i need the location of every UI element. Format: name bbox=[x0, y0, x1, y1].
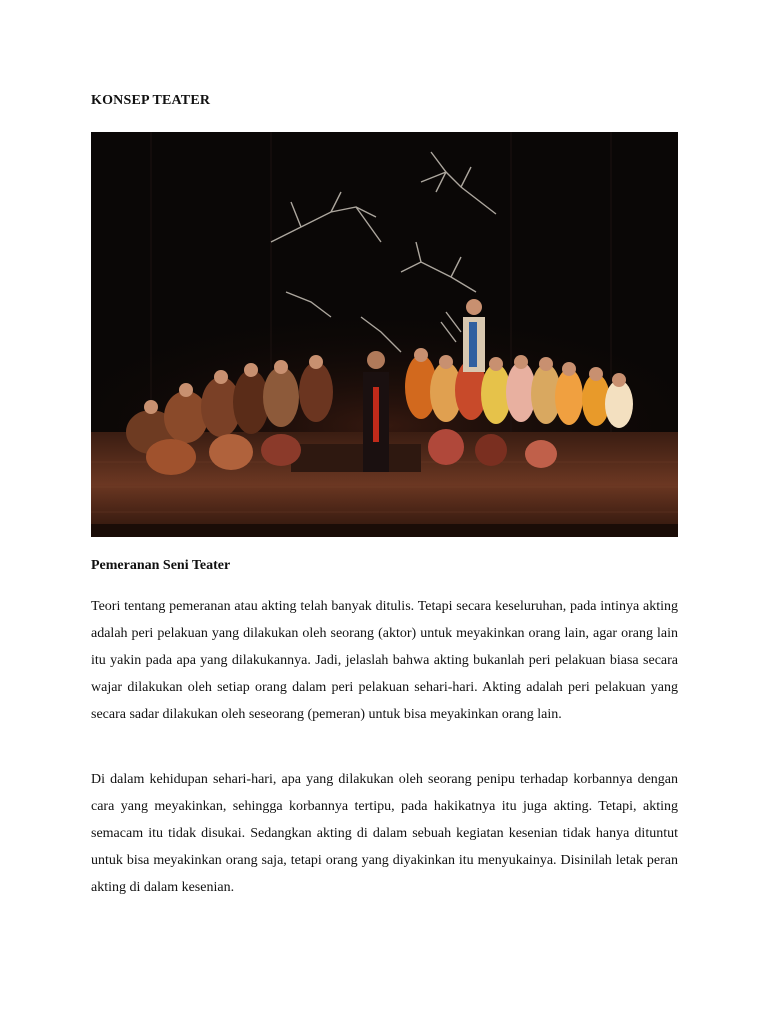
section-heading: Pemeranan Seni Teater bbox=[91, 558, 231, 573]
theater-stage-photo-icon bbox=[91, 132, 678, 537]
theater-stage-photo bbox=[91, 132, 678, 537]
paragraph: Teori tentang pemeranan atau akting telah banyak ditulis. Tetapi secara keseluruhan, pada intinya akting adalah peri pelakuan yang dilakukan oleh seorang (aktor) untuk meyakinkan orang lain, agar orang lain itu yakin pada apa yang dilakukannya. Jadi, jelaslah bahwa akting bukanlah peri pelakuan biasa secara wajar dilakukan oleh setiap orang dalam peri pelakuan sehari-hari. Akting adalah peri pelakuan yang secara sadar dilakukan oleh seseorang (pemeran) untuk bisa meyakinkan orang lain. bbox=[91, 599, 678, 722]
paragraph: Di dalam kehidupan sehari-hari, apa yang dilakukan oleh seorang penipu terhadap korbannya dengan cara yang meyakinkan, sehingga korbannya tertipu, pada hakikatnya itu juga akting. Tetapi, akting semacam itu tidak disukai. Sedangkan akting di dalam sebuah kegiatan kesenian tidak hanya dituntut untuk bisa meyakinkan orang saja, tetapi orang yang diyakinkan itu menyukainya. Disinilah letak peran akting di dalam kesenian. bbox=[91, 772, 678, 895]
document-title: KONSEP TEATER bbox=[91, 93, 211, 108]
